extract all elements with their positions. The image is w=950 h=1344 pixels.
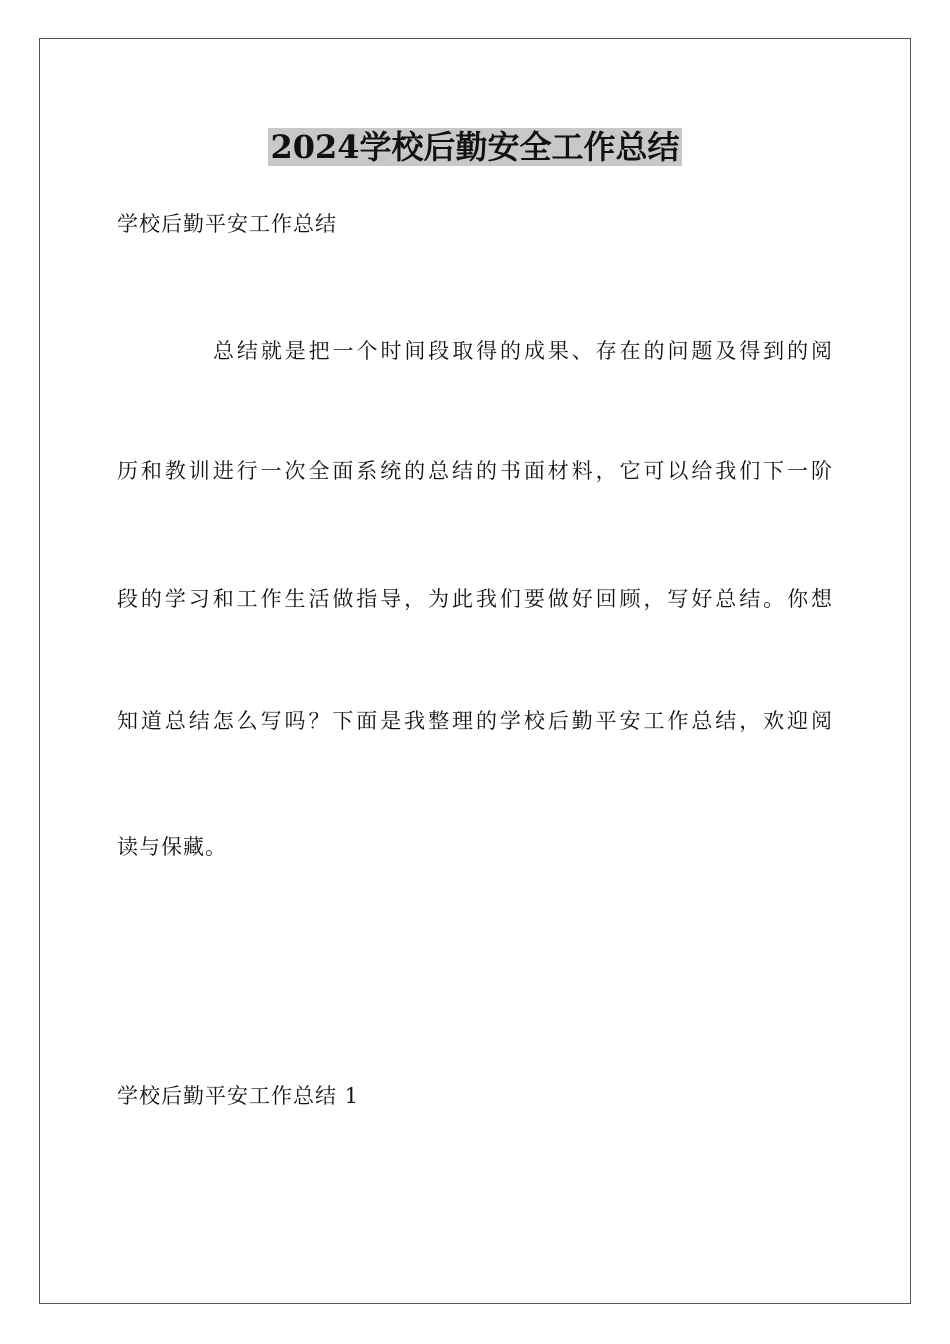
intro-line-4: 知道总结怎么写吗？下面是我整理的学校后勤平安工作总结，欢迎阅 xyxy=(117,709,833,733)
document-subtitle: 学校后勤平安工作总结 xyxy=(117,212,337,236)
intro-line-1: 总结就是把一个时间段取得的成果、存在的问题及得到的阅 xyxy=(213,339,833,363)
intro-line-3: 段的学习和工作生活做指导，为此我们要做好回顾，写好总结。你想 xyxy=(117,587,833,611)
intro-line-2: 历和教训进行一次全面系统的总结的书面材料，它可以给我们下一阶 xyxy=(117,459,833,483)
intro-line-5: 读与保藏。 xyxy=(117,835,227,859)
section-heading: 学校后勤平安工作总结 1 xyxy=(117,1084,360,1108)
document-title xyxy=(0,126,950,168)
document-title-text: 2024学校后勤安全工作总结 xyxy=(270,128,680,166)
